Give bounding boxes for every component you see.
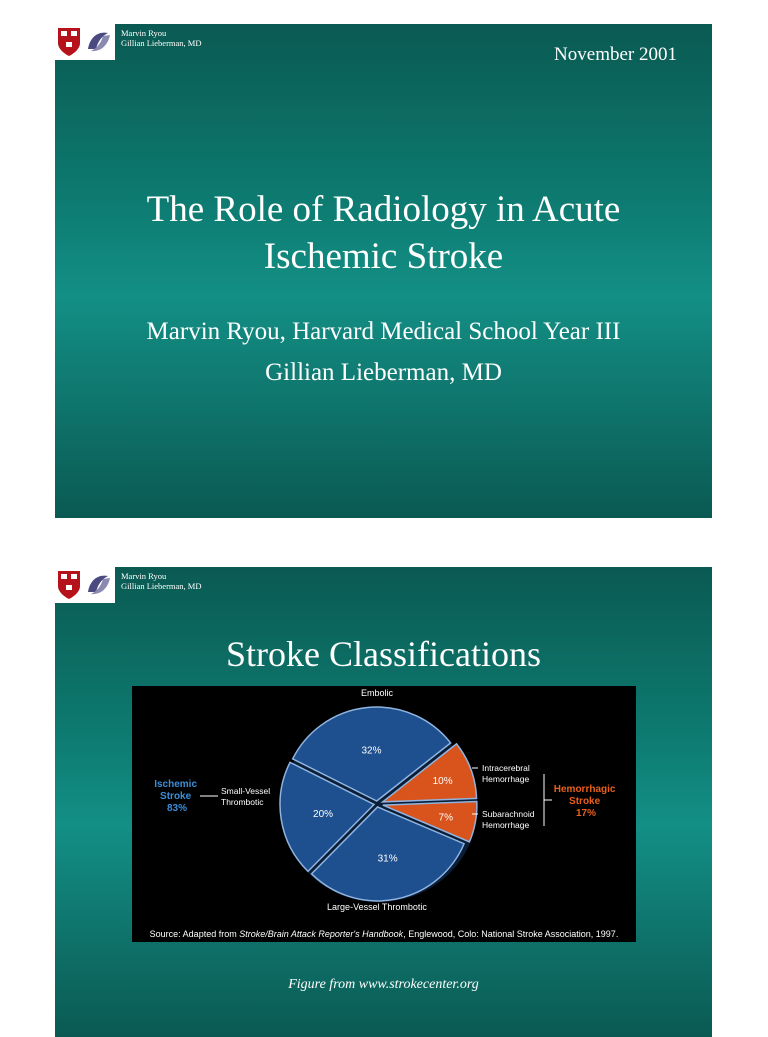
authors-block xyxy=(55,311,712,393)
slide-title xyxy=(55,186,712,280)
group-hemorrhagic-line: Stroke xyxy=(569,796,601,807)
slide-title: Stroke Classifications xyxy=(226,634,541,674)
group-ischemic-line: 83% xyxy=(166,803,188,814)
label-intracerebral xyxy=(482,763,532,784)
pie-chart-svg xyxy=(132,686,636,942)
group-hemorrhagic-label xyxy=(554,784,618,819)
classification-slide xyxy=(55,567,712,1037)
pie-value-label: 32% xyxy=(361,745,382,757)
label-small-vessel-line: Small-Vessel xyxy=(221,786,271,796)
figure-caption: Figure from www.strokecenter.org xyxy=(288,977,479,992)
label-intracerebral-line: Intracerebral xyxy=(482,763,530,773)
title-line: Ischemic Stroke xyxy=(263,236,504,277)
label-subarachnoid-line: Subarachnoid xyxy=(482,809,535,819)
title-line: The Role of Radiology in Acute xyxy=(146,189,621,230)
author-tag xyxy=(121,28,202,48)
label-embolic: Embolic xyxy=(360,688,394,698)
group-ischemic-line: Ischemic xyxy=(154,779,198,790)
harvard-shield-icon xyxy=(57,570,81,600)
source-prefix: Source: Adapted from xyxy=(149,929,240,939)
pie-value-label: 31% xyxy=(377,853,398,865)
group-hemorrhagic-line: Hemorrhagic xyxy=(553,784,616,795)
group-ischemic-label xyxy=(154,779,200,814)
author-line: Marvin Ryou, Harvard Medical School Year III xyxy=(146,318,621,345)
label-small-vessel xyxy=(221,786,273,807)
stroke-pie-chart xyxy=(132,686,636,942)
hemorrhagic-bracket xyxy=(544,774,552,826)
label-small-vessel-line: Thrombotic xyxy=(221,797,264,807)
slide-date: November 2001 xyxy=(554,44,677,65)
source-title: Stroke/Brain Attack Reporter's Handbook xyxy=(239,929,404,939)
source-suffix: , Englewood, Colo: National Stroke Association, 1997. xyxy=(403,929,619,939)
title-slide xyxy=(55,24,712,518)
label-intracerebral-line: Hemorrhage xyxy=(482,774,530,784)
pie-value-label: 20% xyxy=(313,808,334,820)
author-tag-line: Gillian Lieberman, MD xyxy=(121,38,202,48)
author-tag-line: Marvin Ryou xyxy=(121,28,167,38)
harvard-logo xyxy=(55,567,115,603)
pie-value-label: 7% xyxy=(438,812,453,824)
hands-logo-icon xyxy=(84,570,114,600)
hands-logo-icon xyxy=(84,27,114,57)
pie-value-label: 10% xyxy=(432,775,453,787)
label-subarachnoid-line: Hemorrhage xyxy=(482,820,530,830)
label-large-vessel: Large-Vessel Thrombotic xyxy=(327,902,427,912)
chart-source xyxy=(150,929,619,939)
group-hemorrhagic-line: 17% xyxy=(575,808,597,819)
author-tag-line: Gillian Lieberman, MD xyxy=(121,581,202,591)
label-subarachnoid xyxy=(482,809,537,830)
author-tag-line: Marvin Ryou xyxy=(121,571,167,581)
harvard-logo xyxy=(55,24,115,60)
author-tag xyxy=(121,571,202,591)
harvard-shield-icon xyxy=(57,27,81,57)
author-line: Gillian Lieberman, MD xyxy=(265,359,502,386)
group-ischemic-line: Stroke xyxy=(160,791,192,802)
